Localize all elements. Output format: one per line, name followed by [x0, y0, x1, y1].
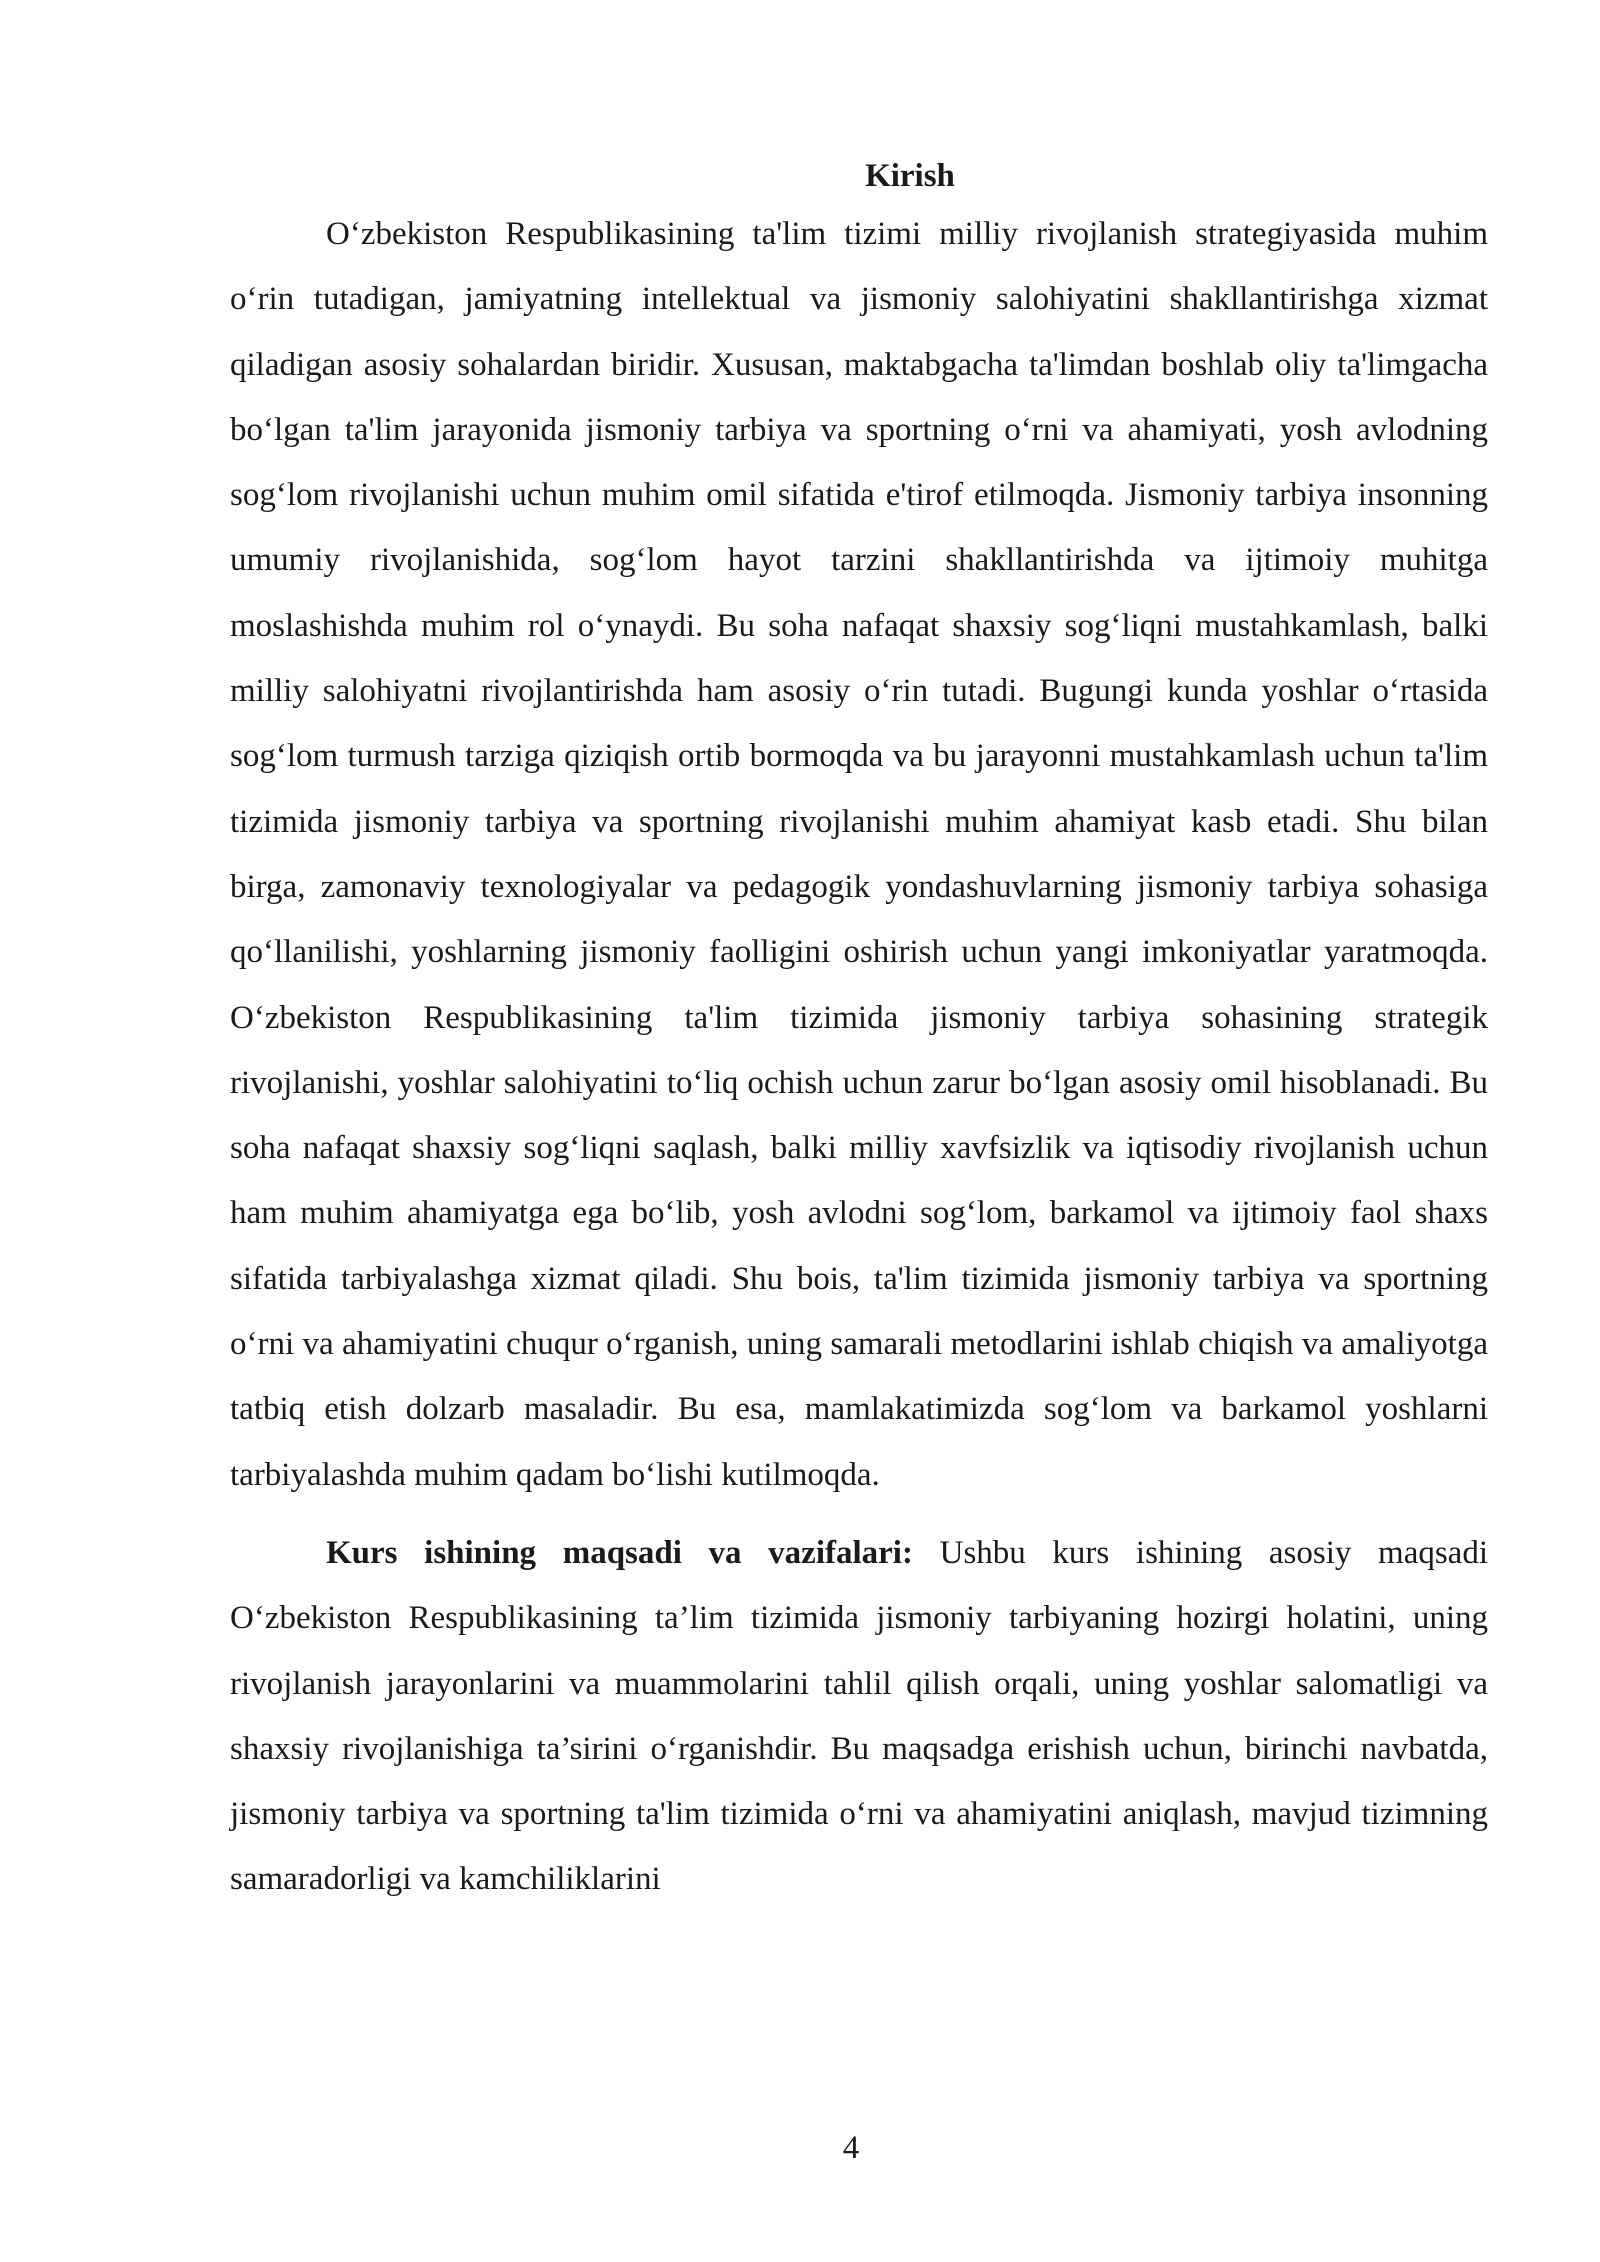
paragraph-lead: Kurs ishining maqsadi va vazifalari: [326, 1534, 913, 1571]
goals-paragraph [230, 1521, 1488, 1913]
paragraph-text: Ushbu kurs ishining asosiy maqsadi O‘zbekiston Respublikasining ta’lim tizimida jismoniy tarbiyaning hozirgi holatini, uning rivojlanish jarayonlarini va muammolarini tahlil qilish orqali, uning yoshlar salomatligi va shaxsiy rivojlanishiga ta’sirini o‘rganishdir. Bu maqsadga erishish uchun, birinchi navbatda, jismoniy tarbiya va sportning ta'lim tizimida o‘rni va ahamiyatini aniqlash, mavjud tizimning samaradorligi va kamchiliklarini [230, 1534, 1488, 1898]
section-heading: Kirish [865, 158, 955, 194]
paragraph-text: O‘zbekiston Respublikasining ta'lim tizimi milliy rivojlanish strategiyasida muhim o‘rin tutadigan, jamiyatning intellektual va jismoniy salohiyatini shakllantirishga xizmat qiladigan asosiy sohalardan biridir. Xususan, maktabgacha ta'limdan boshlab oliy ta'limgacha bo‘lgan ta'lim jarayonida jismoniy tarbiya va sportning o‘rni va ahamiyati, yosh avlodning sog‘lom rivojlanishi uchun muhim omil sifatida e'tirof etilmoqda. Jismoniy tarbiya insonning umumiy rivojlanishida, sog‘lom hayot tarzini shakllantirishda va ijtimoiy muhitga moslashishda muhim rol o‘ynaydi. Bu soha nafaqat shaxsiy sog‘liqni mustahkamlash, balki milliy salohiyatni rivojlantirishda ham asosiy o‘rin tutadi. Bugungi kunda yoshlar o‘rtasida sog‘lom turmush tarziga qiziqish ortib bormoqda va bu jarayonni mustahkamlash uchun ta'lim tizimida jismoniy tarbiya va sportning rivojlanishi muhim ahamiyat kasb etadi. Shu bilan birga, zamonaviy texnologiyalar va pedagogik yondashuvlarning jismoniy tarbiya sohasiga qo‘llanilishi, yoshlarning jismoniy faolligini oshirish uchun yangi imkoniyatlar yaratmoqda. O‘zbekiston Respublikasining ta'lim tizimida jismoniy tarbiya sohasining strategik rivojlanishi, yoshlar salohiyatini to‘liq ochish uchun zarur bo‘lgan asosiy omil hisoblanadi. Bu soha nafaqat shaxsiy sog‘liqni saqlash, balki milliy xavfsizlik va iqtisodiy rivojlanish uchun ham muhim ahamiyatga ega bo‘lib, yosh avlodni sog‘lom, barkamol va ijtimoiy faol shaxs sifatida tarbiyalashga xizmat qiladi. Shu bois, ta'lim tizimida jismoniy tarbiya va sportning o‘rni va ahamiyatini chuqur o‘rganish, uning samarali metodlarini ishlab chiqish va amaliyotga tatbiq etish dolzarb masaladir. Bu esa, mamlakatimizda sog‘lom va barkamol yoshlarni tarbiyalashda muhim qadam bo‘lishi kutilmoqda. [230, 216, 1488, 1493]
intro-paragraph [230, 202, 1488, 1508]
page-number: 4 [842, 2130, 860, 2166]
page-content [230, 150, 1488, 1913]
